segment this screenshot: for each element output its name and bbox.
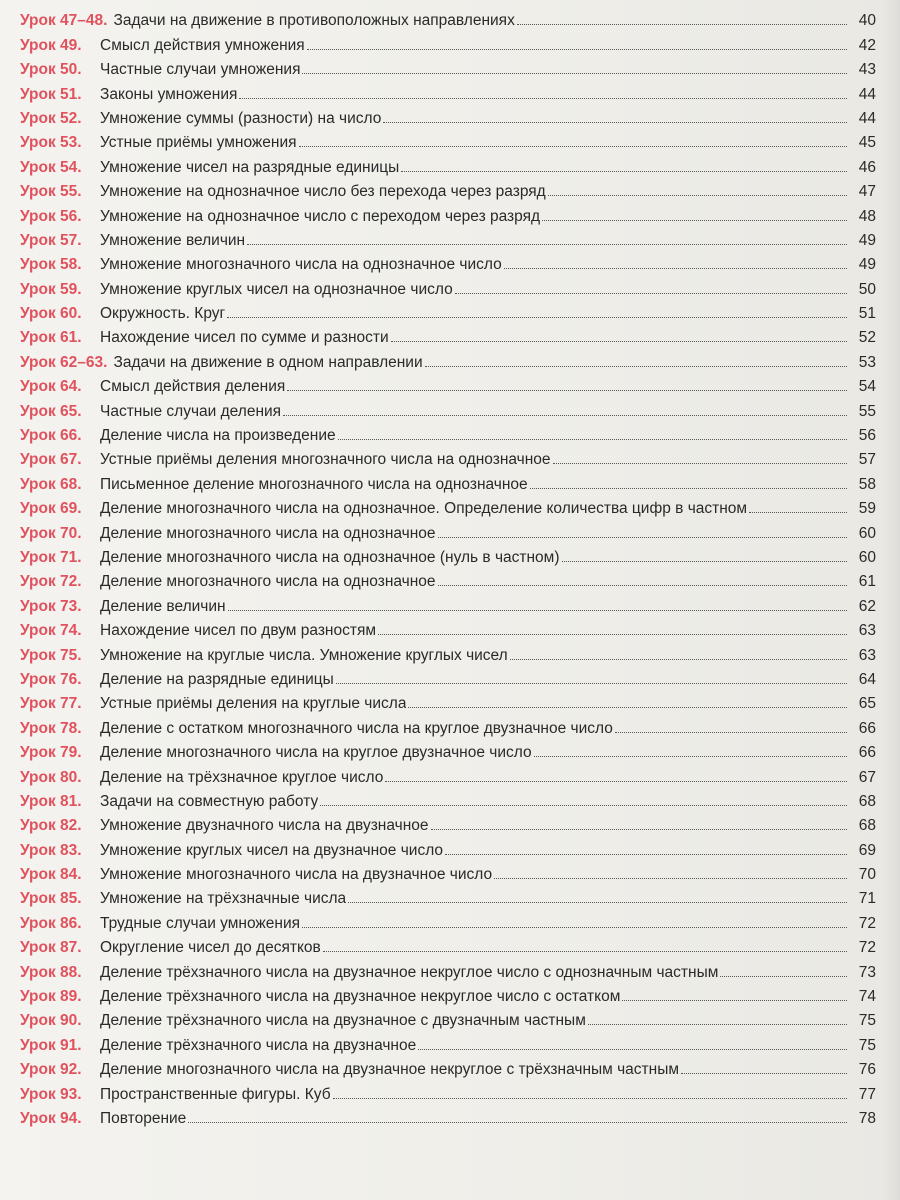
lesson-title: Устные приёмы деления на круглые числа [100, 695, 407, 713]
page-number: 45 [858, 134, 876, 152]
lesson-number: Урок 74. [20, 622, 82, 640]
lesson-number: Урок 91. [20, 1036, 82, 1054]
lesson-number: Урок 88. [20, 963, 82, 981]
page-number: 64 [858, 670, 876, 688]
page-number: 51 [858, 305, 876, 323]
lesson-title: Умножение круглых чисел на двузначное число [100, 841, 444, 859]
page-number: 50 [858, 280, 876, 298]
dot-leader [530, 488, 847, 489]
dot-leader [385, 781, 847, 782]
dot-leader [622, 1000, 847, 1001]
dot-leader [283, 415, 847, 416]
dot-leader [455, 293, 847, 294]
page-number: 56 [858, 427, 876, 445]
lesson-title: Задачи на движение в одном направлении [113, 353, 423, 371]
page-number: 55 [858, 402, 876, 420]
toc-entry [20, 518, 876, 542]
lesson-title: Устные приёмы деления многозначного числа на однозначное [100, 451, 551, 469]
page-number: 59 [858, 500, 876, 518]
toc-entry [20, 616, 876, 640]
toc-entry [20, 665, 876, 689]
lesson-number: Урок 61. [20, 329, 82, 347]
toc-entry [20, 226, 876, 250]
lesson-title: Деление многозначного числа на однозначное (нуль в частном) [100, 548, 560, 566]
dot-leader [438, 537, 847, 538]
toc-entry [20, 811, 876, 835]
lesson-title: Деление трёхзначного числа на двузначное некруглое число с однозначным частным [100, 963, 719, 981]
lesson-title: Деление многозначного числа на однозначное. Определение количества цифр в частном [100, 500, 748, 518]
lesson-number: Урок 49. [20, 36, 82, 54]
toc-entry [20, 884, 876, 908]
toc-entry [20, 640, 876, 664]
lesson-title: Умножение круглых чисел на однозначное число [100, 280, 453, 298]
lesson-title: Задачи на движение в противоположных направлениях [113, 12, 515, 30]
dot-leader [302, 73, 847, 74]
page-number: 46 [858, 158, 876, 176]
dot-leader [418, 1049, 847, 1050]
dot-leader [391, 341, 847, 342]
lesson-title: Умножение многозначного числа на однозначное число [100, 256, 502, 274]
page-number: 72 [858, 914, 876, 932]
toc-entry [20, 6, 876, 30]
page-number: 53 [858, 353, 876, 371]
page-number: 73 [858, 963, 876, 981]
lesson-number: Урок 77. [20, 695, 82, 713]
lesson-number: Урок 52. [20, 109, 82, 127]
toc-entry [20, 762, 876, 786]
page-number: 63 [858, 646, 876, 664]
toc-entry [20, 30, 876, 54]
lesson-title: Умножение чисел на разрядные единицы [100, 158, 400, 176]
page-number: 43 [858, 61, 876, 79]
lesson-title: Частные случаи умножения [100, 61, 301, 79]
page-number: 71 [858, 890, 876, 908]
lesson-title: Устные приёмы умножения [100, 134, 297, 152]
lesson-title: Умножение суммы (разности) на число [100, 109, 382, 127]
toc-entry [20, 860, 876, 884]
toc-entry [20, 689, 876, 713]
dot-leader [445, 854, 847, 855]
toc-entry [20, 1006, 876, 1030]
lesson-title: Письменное деление многозначного числа на однозначное [100, 475, 528, 493]
page-number: 57 [858, 451, 876, 469]
lesson-number: Урок 57. [20, 231, 82, 249]
lesson-title: Трудные случаи умножения [100, 914, 300, 932]
lesson-number: Урок 64. [20, 378, 82, 396]
dot-leader [517, 24, 847, 25]
dot-leader [348, 902, 847, 903]
lesson-number: Урок 82. [20, 817, 82, 835]
lesson-number: Урок 47–48. [20, 12, 108, 30]
toc-entry [20, 957, 876, 981]
toc-entry [20, 835, 876, 859]
lesson-title: Деление многозначного числа на однозначное [100, 573, 436, 591]
lesson-title: Деление трёхзначного числа на двузначное [100, 1036, 417, 1054]
page-number: 63 [858, 622, 876, 640]
lesson-number: Урок 75. [20, 646, 82, 664]
lesson-number: Урок 50. [20, 61, 82, 79]
toc-entry [20, 250, 876, 274]
lesson-number: Урок 56. [20, 207, 82, 225]
toc-entry [20, 494, 876, 518]
dot-leader [338, 439, 847, 440]
lesson-number: Урок 93. [20, 1085, 82, 1103]
toc-entry [20, 274, 876, 298]
dot-leader [553, 463, 847, 464]
lesson-number: Урок 62–63. [20, 353, 108, 371]
lesson-title: Деление многозначного числа на круглое двузначное число [100, 744, 532, 762]
page-number: 48 [858, 207, 876, 225]
toc-entry [20, 79, 876, 103]
toc-entry [20, 372, 876, 396]
dot-leader [615, 732, 847, 733]
dot-leader [239, 98, 847, 99]
lesson-number: Урок 65. [20, 402, 82, 420]
dot-leader [510, 659, 847, 660]
page-number: 49 [858, 256, 876, 274]
lesson-number: Урок 68. [20, 475, 82, 493]
lesson-number: Урок 81. [20, 792, 82, 810]
lesson-number: Урок 53. [20, 134, 82, 152]
lesson-title: Окружность. Круг [100, 305, 226, 323]
dot-leader [336, 683, 847, 684]
dot-leader [749, 512, 847, 513]
lesson-number: Урок 69. [20, 500, 82, 518]
page-edge-shadow [882, 0, 900, 1200]
lesson-title: Частные случаи деления [100, 402, 282, 420]
dot-leader [307, 49, 847, 50]
lesson-title: Умножение на однозначное число без перехода через разряд [100, 183, 546, 201]
dot-leader [588, 1024, 847, 1025]
dot-leader [247, 244, 847, 245]
lesson-number: Урок 60. [20, 305, 82, 323]
lesson-number: Урок 59. [20, 280, 82, 298]
table-of-contents [20, 6, 876, 1128]
toc-entry [20, 396, 876, 420]
lesson-title: Деление на трёхзначное круглое число [100, 768, 384, 786]
lesson-number: Урок 54. [20, 158, 82, 176]
toc-entry [20, 713, 876, 737]
lesson-number: Урок 72. [20, 573, 82, 591]
page-number: 61 [858, 573, 876, 591]
toc-entry [20, 567, 876, 591]
lesson-number: Урок 67. [20, 451, 82, 469]
page-number: 74 [858, 988, 876, 1006]
dot-leader [299, 146, 847, 147]
lesson-title: Деление трёхзначного числа на двузначное некруглое число с остатком [100, 988, 621, 1006]
dot-leader [188, 1122, 847, 1123]
toc-entry [20, 469, 876, 493]
page-number: 66 [858, 744, 876, 762]
lesson-title: Нахождение чисел по сумме и разности [100, 329, 389, 347]
lesson-number: Урок 89. [20, 988, 82, 1006]
page-number: 52 [858, 329, 876, 347]
page-number: 44 [858, 85, 876, 103]
toc-entry [20, 933, 876, 957]
lesson-number: Урок 92. [20, 1061, 82, 1079]
lesson-number: Урок 84. [20, 866, 82, 884]
lesson-title: Деление величин [100, 597, 226, 615]
page-number: 58 [858, 475, 876, 493]
toc-entry [20, 104, 876, 128]
lesson-number: Урок 73. [20, 597, 82, 615]
page-number: 47 [858, 183, 876, 201]
toc-entry [20, 1104, 876, 1128]
toc-entry [20, 738, 876, 762]
lesson-title: Деление с остатком многозначного числа на круглое двузначное число [100, 719, 613, 737]
lesson-title: Умножение многозначного числа на двузначное число [100, 866, 493, 884]
lesson-title: Умножение величин [100, 231, 246, 249]
toc-entry [20, 299, 876, 323]
toc-entry [20, 1079, 876, 1103]
dot-leader [227, 317, 847, 318]
toc-entry [20, 908, 876, 932]
dot-leader [548, 195, 847, 196]
lesson-title: Деление многозначного числа на однозначное [100, 524, 436, 542]
lesson-title: Деление многозначного числа на двузначное некруглое с трёхзначным частным [100, 1061, 680, 1079]
toc-entry [20, 323, 876, 347]
lesson-number: Урок 71. [20, 548, 82, 566]
lesson-title: Законы умножения [100, 85, 238, 103]
lesson-title: Умножение на круглые числа. Умножение круглых чисел [100, 646, 508, 664]
toc-entry [20, 152, 876, 176]
lesson-number: Урок 90. [20, 1012, 82, 1030]
dot-leader [720, 976, 847, 977]
page-number: 54 [858, 378, 876, 396]
lesson-number: Урок 66. [20, 427, 82, 445]
page-number: 67 [858, 768, 876, 786]
page-number: 75 [858, 1036, 876, 1054]
lesson-number: Урок 83. [20, 841, 82, 859]
toc-entry [20, 177, 876, 201]
toc-entry [20, 445, 876, 469]
dot-leader [302, 927, 847, 928]
dot-leader [401, 171, 847, 172]
page-number: 66 [858, 719, 876, 737]
toc-entry [20, 201, 876, 225]
lesson-title: Умножение двузначного числа на двузначное [100, 817, 429, 835]
lesson-number: Урок 87. [20, 939, 82, 957]
lesson-number: Урок 86. [20, 914, 82, 932]
dot-leader [287, 390, 847, 391]
dot-leader [504, 268, 847, 269]
lesson-number: Урок 55. [20, 183, 82, 201]
dot-leader [383, 122, 847, 123]
toc-entry [20, 543, 876, 567]
page-number: 76 [858, 1061, 876, 1079]
dot-leader [542, 220, 847, 221]
page-number: 42 [858, 36, 876, 54]
dot-leader [408, 707, 847, 708]
dot-leader [228, 610, 847, 611]
lesson-number: Урок 78. [20, 719, 82, 737]
dot-leader [681, 1073, 847, 1074]
page-number: 62 [858, 597, 876, 615]
toc-entry [20, 55, 876, 79]
dot-leader [425, 366, 847, 367]
lesson-title: Пространственные фигуры. Куб [100, 1085, 331, 1103]
page-number: 77 [858, 1085, 876, 1103]
lesson-title: Деление на разрядные единицы [100, 670, 334, 688]
toc-entry [20, 591, 876, 615]
lesson-number: Урок 58. [20, 256, 82, 274]
page-number: 60 [858, 548, 876, 566]
lesson-number: Урок 94. [20, 1109, 82, 1127]
page-number: 60 [858, 524, 876, 542]
dot-leader [378, 634, 847, 635]
lesson-number: Урок 70. [20, 524, 82, 542]
dot-leader [562, 561, 848, 562]
toc-entry [20, 421, 876, 445]
page-number: 69 [858, 841, 876, 859]
lesson-number: Урок 51. [20, 85, 82, 103]
page-number: 72 [858, 939, 876, 957]
lesson-number: Урок 80. [20, 768, 82, 786]
toc-entry [20, 128, 876, 152]
lesson-title: Деление числа на произведение [100, 427, 336, 445]
toc-entry [20, 1055, 876, 1079]
lesson-title: Смысл действия умножения [100, 36, 305, 54]
lesson-title: Задачи на совместную работу [100, 792, 319, 810]
lesson-number: Урок 85. [20, 890, 82, 908]
dot-leader [534, 756, 847, 757]
page-number: 65 [858, 695, 876, 713]
lesson-title: Умножение на однозначное число с переходом через разряд [100, 207, 541, 225]
lesson-title: Смысл действия деления [100, 378, 286, 396]
page-number: 75 [858, 1012, 876, 1030]
lesson-title: Деление трёхзначного числа на двузначное с двузначным частным [100, 1012, 586, 1030]
dot-leader [431, 829, 847, 830]
dot-leader [320, 805, 847, 806]
lesson-title: Округление чисел до десятков [100, 939, 321, 957]
toc-entry [20, 787, 876, 811]
dot-leader [323, 951, 847, 952]
page-number: 44 [858, 109, 876, 127]
lesson-title: Нахождение чисел по двум разностям [100, 622, 377, 640]
dot-leader [438, 585, 847, 586]
page-number: 40 [858, 12, 876, 30]
toc-entry [20, 1030, 876, 1054]
page-number: 68 [858, 792, 876, 810]
page-number: 68 [858, 817, 876, 835]
page-number: 70 [858, 866, 876, 884]
toc-entry [20, 982, 876, 1006]
lesson-title: Умножение на трёхзначные числа [100, 890, 347, 908]
lesson-title: Повторение [100, 1109, 187, 1127]
lesson-number: Урок 79. [20, 744, 82, 762]
page-number: 49 [858, 231, 876, 249]
lesson-number: Урок 76. [20, 670, 82, 688]
toc-entry [20, 347, 876, 371]
dot-leader [333, 1098, 847, 1099]
dot-leader [494, 878, 847, 879]
page-number: 78 [858, 1109, 876, 1127]
